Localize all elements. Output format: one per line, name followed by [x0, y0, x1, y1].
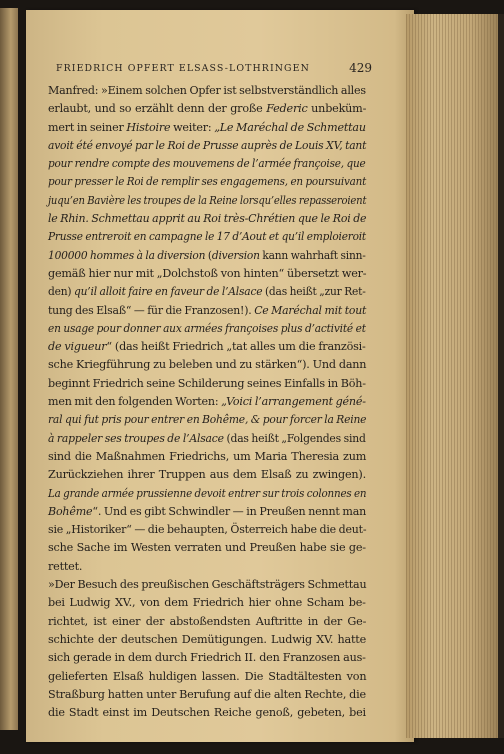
french-quote-segment: Bohême	[48, 504, 93, 518]
text-line	[48, 576, 367, 594]
text-line	[48, 283, 366, 301]
text-segment: men mit den folgenden Worten:	[48, 395, 222, 409]
text-line	[48, 210, 367, 228]
text-line	[48, 375, 365, 393]
page-number: 429	[349, 61, 372, 75]
text-line	[48, 119, 364, 137]
text-segment: (	[205, 248, 212, 262]
french-quote-segment: de vigueur	[48, 340, 107, 354]
text-line	[48, 247, 366, 265]
text-segment: den)	[48, 285, 75, 299]
text-segment: “ (das heißt Friedrich „tat alles um die französi-	[106, 340, 366, 354]
text-line	[48, 704, 366, 722]
text-segment: Zurückziehen ihrer Truppen aus dem Elsaß zu zwingen).	[48, 468, 366, 482]
text-line	[48, 82, 366, 100]
text-segment: sche Kriegführung zu beleben und zu stärken“). Und dann	[48, 358, 367, 372]
text-line	[48, 613, 366, 631]
french-quote-segment: 100000 hommes à la diversion	[48, 248, 206, 262]
text-segment: (das heißt „zur Ret-	[262, 285, 366, 299]
text-line	[48, 137, 367, 155]
french-quote-segment: Ce Maréchal mit tout	[254, 303, 367, 317]
french-quote-segment: Prusse entreroit en campagne le 17 d’Aout et qu’il emploieroit	[48, 230, 366, 244]
text-line	[48, 594, 366, 612]
text-segment: beginnt Friedrich seine Schilderung seines Einfalls in Böh-	[48, 376, 366, 390]
french-quote-segment: pour rendre compte des mouvemens de l’armée françoise, que	[48, 157, 366, 171]
text-segment: schichte der deutschen Demütigungen. Ludwig XV. hatte	[48, 632, 367, 646]
text-segment: weiter:	[170, 120, 215, 134]
page-stack-edges	[406, 14, 498, 738]
text-segment: “. Und es gibt Schwindler — in Preußen nennt man	[92, 504, 367, 518]
text-line	[48, 485, 367, 503]
text-segment: »Der Besuch des preußischen Geschäftsträgers Schmettau	[48, 578, 367, 592]
french-quote-segment: Federic	[266, 102, 308, 116]
french-quote-segment: pour presser le Roi de remplir ses engagemens, en poursuivant	[48, 175, 367, 189]
text-segment: gelieferten Elsaß huldigen lassen. Die Stadtältesten von	[48, 669, 367, 683]
text-line	[48, 466, 366, 484]
text-line	[48, 521, 367, 539]
text-segment: erlaubt, und so erzählt denn der große	[48, 102, 267, 116]
running-title: FRIEDRICH OPFERT ELSASS-LOTHRINGEN	[56, 63, 310, 74]
text-line	[48, 393, 364, 411]
text-segment: (das heißt „Folgendes sind	[223, 431, 366, 445]
text-segment: die Stadt einst im Deutschen Reiche genoß, gebeten, bei	[48, 706, 366, 720]
french-quote-segment: à rappeler ses troupes de l’Alsace	[48, 431, 224, 445]
text-line	[48, 649, 366, 667]
text-line	[48, 448, 366, 466]
text-line	[48, 228, 366, 246]
text-line	[48, 558, 366, 576]
french-quote-segment: en usage pour donner aux armées françoises plus d’activité et	[48, 321, 366, 335]
french-quote-segment: diversion	[211, 248, 260, 262]
text-line	[48, 503, 367, 521]
text-line	[48, 356, 366, 374]
text-line	[48, 192, 367, 210]
french-quote-segment: Histoire	[126, 120, 171, 134]
text-line	[48, 155, 366, 173]
text-segment: sie „Historiker“ — die behaupten, Österreich habe die deut-	[48, 523, 367, 537]
french-quote-segment: „Voici l’arrangement géné-	[221, 395, 366, 409]
french-quote-segment: le Rhin. Schmettau apprit au Roi très-Chrétien que le Roi de	[48, 212, 367, 226]
text-line	[48, 539, 366, 557]
body-text	[48, 82, 366, 722]
text-line	[48, 302, 367, 320]
text-segment: sind die Maßnahmen Friedrichs, um Maria Theresia zum	[48, 449, 367, 463]
text-line	[48, 320, 366, 338]
text-segment: richtet, ist einer der abstoßendsten Auftritte in der Ge-	[48, 614, 367, 628]
text-line	[48, 668, 366, 686]
french-quote-segment: ral qui fut pris pour entrer en Bohême, & pour forcer la Reine	[48, 413, 367, 427]
text-line	[48, 338, 366, 356]
text-line	[48, 430, 366, 448]
french-quote-segment: „Le Maréchal de Schmettau	[214, 120, 366, 134]
running-header	[56, 63, 372, 79]
text-segment: unbeküm-	[307, 102, 367, 116]
text-segment: sich gerade in dem durch Friedrich II. den Franzosen aus-	[48, 651, 366, 665]
text-segment: Straßburg hatten unter Berufung auf die alten Rechte, die	[48, 687, 366, 701]
text-segment: Manfred: »Einem solchen Opfer ist selbstverständlich alles	[48, 84, 366, 97]
text-line	[48, 173, 367, 191]
text-segment: sche Sache im Westen verraten und Preußen habe sie ge-	[48, 541, 366, 555]
french-quote-segment: avoit été envoyé par le Roi de Prusse auprès de Louis XV, tant	[48, 138, 367, 152]
text-segment: rettet.	[48, 559, 83, 573]
text-line	[48, 686, 366, 704]
french-quote-segment: juqu’en Bavière les troupes de la Reine lorsqu’elles repasseroient	[48, 193, 367, 207]
french-quote-segment: qu’il alloit faire en faveur de l’Alsace	[74, 285, 263, 299]
text-segment: gemäß hier nur mit „Dolchstoß von hinten“ übersetzt wer-	[48, 266, 367, 280]
text-line	[48, 100, 366, 118]
text-line	[48, 411, 367, 429]
text-segment: bei Ludwig XV., von dem Friedrich hier ohne Scham be-	[48, 596, 366, 610]
text-segment: tung des Elsaß“ — für die Franzosen!).	[48, 303, 255, 317]
text-line	[48, 265, 366, 283]
facing-page-edge	[0, 8, 18, 730]
book-edge-shadow	[498, 14, 504, 738]
text-segment: mert in seiner	[48, 120, 127, 134]
text-segment: kann wahrhaft sinn-	[259, 248, 366, 262]
text-line	[48, 631, 366, 649]
french-quote-segment: La grande armée prussienne devoit entrer sur trois colonnes en	[48, 486, 367, 500]
